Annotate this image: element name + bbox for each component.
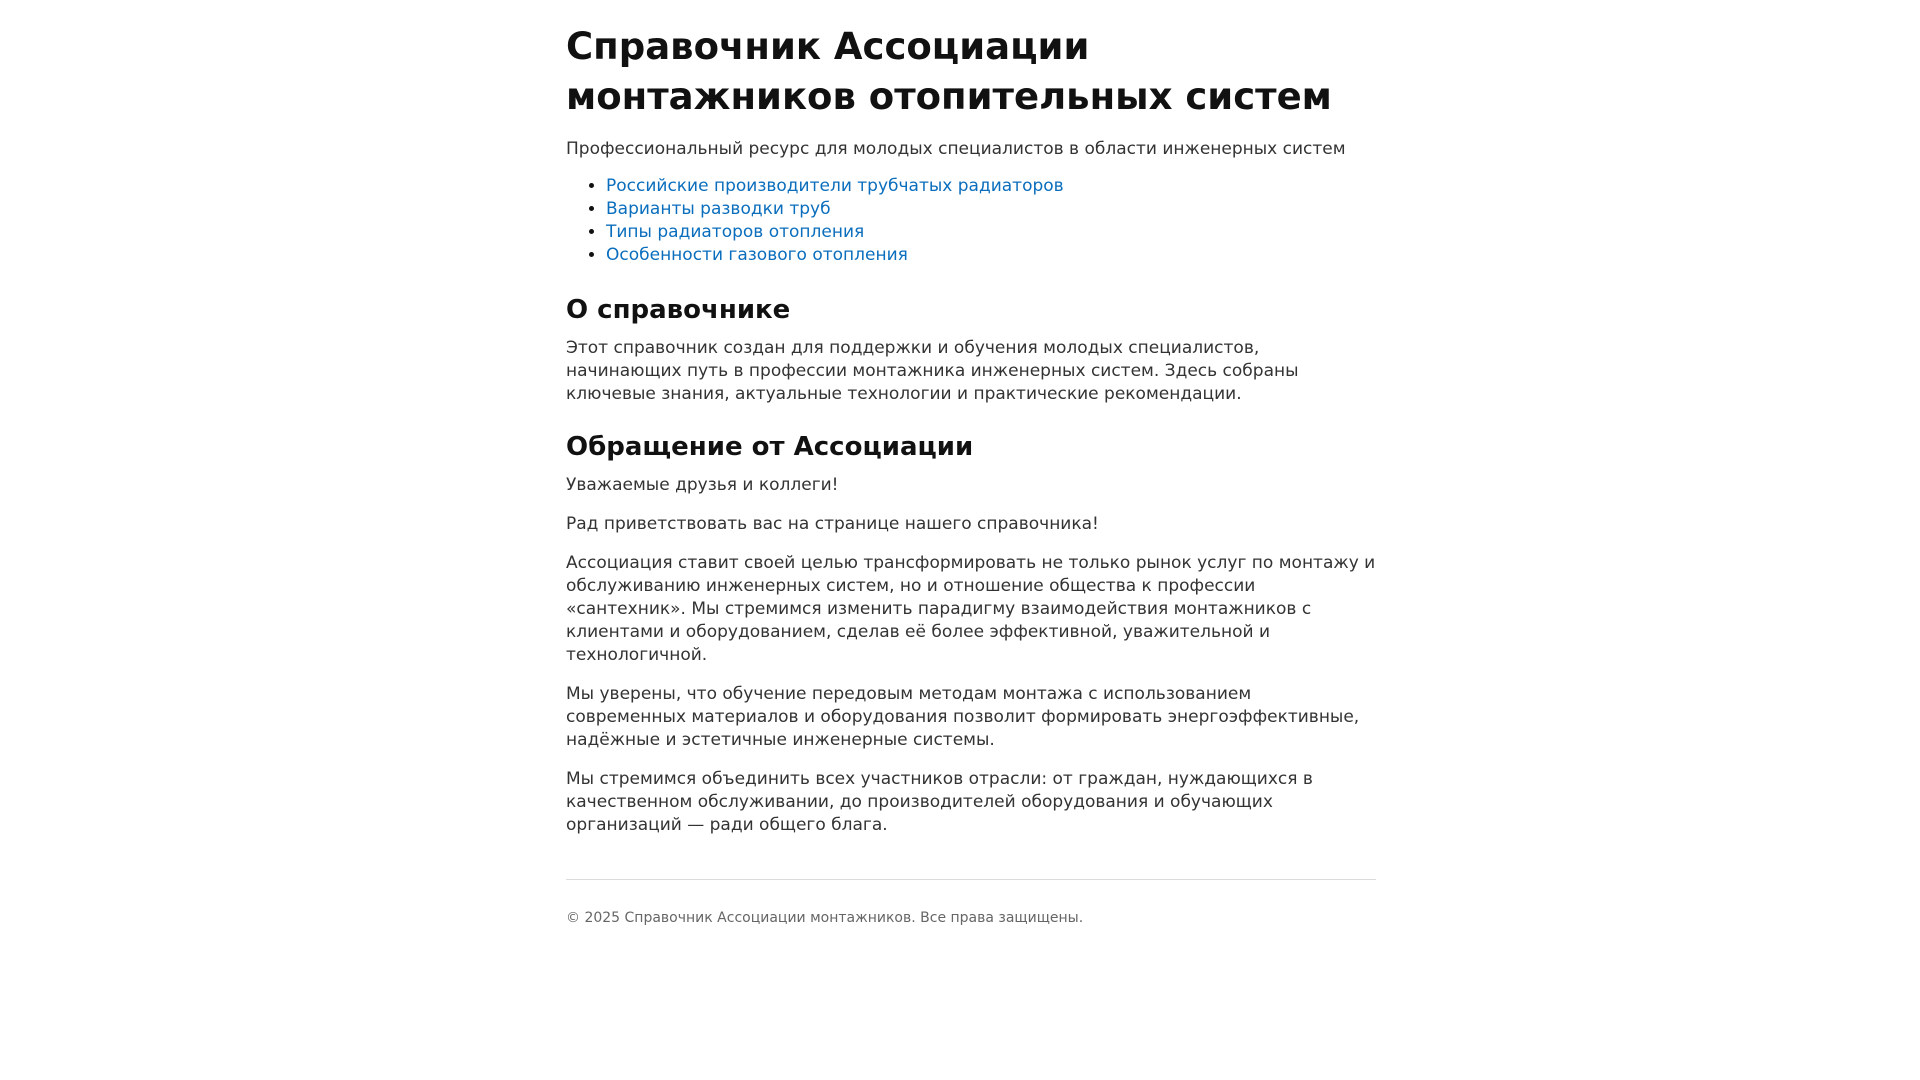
address-training-paragraph: Мы уверены, что обучение передовым методам монтажа с использованием современных материалов и оборудования позволит формировать энергоэффективные, надёжные и эстетичные инженерные системы. <box>566 684 1360 750</box>
list-item <box>606 175 1376 198</box>
address-welcome: Рад приветствовать вас на странице нашего справочника! <box>566 514 1099 534</box>
address-goal-paragraph: Ассоциация ставит своей целью трансформировать не только рынок услуг по монтажу и обслуживанию инженерных систем, но и отношение общества к профессии «сантехник». Мы стремимся изменить парадигму взаимодействия монтажников с клиентами и оборудованием, сделав её более эффективной, уважительной и технологичной. <box>566 553 1376 665</box>
footer-copyright: © 2025 Справочник Ассоциации монтажников. Все права защищены. <box>566 910 1084 926</box>
link-radiator-types[interactable]: Типы радиаторов отопления <box>606 222 865 242</box>
page-subtitle: Профессиональный ресурс для молодых специалистов в области инженерных систем <box>566 139 1346 159</box>
about-section <box>566 293 1376 406</box>
address-heading: Обращение от Ассоциации <box>566 432 974 462</box>
address-section <box>566 430 1376 837</box>
topic-links-list <box>566 175 1376 267</box>
address-greeting: Уважаемые друзья и коллеги! <box>566 475 839 495</box>
link-pipe-routing-options[interactable]: Варианты разводки труб <box>606 199 831 219</box>
link-gas-heating-features[interactable]: Особенности газового отопления <box>606 245 908 265</box>
page-container <box>566 22 1376 928</box>
address-unite-paragraph: Мы стремимся объединить всех участников отрасли: от граждан, нуждающихся в качественном обслуживании, до производителей оборудования и обучающих организаций — ради общего блага. <box>566 769 1313 835</box>
list-item <box>606 244 1376 267</box>
footer-divider <box>566 879 1376 880</box>
list-item <box>606 221 1376 244</box>
about-text: Этот справочник создан для поддержки и обучения молодых специалистов, начинающих путь в профессии монтажника инженерных систем. Здесь собраны ключевые знания, актуальные технологии и практические рекомендации. <box>566 338 1299 404</box>
link-tubular-radiator-manufacturers[interactable]: Российские производители трубчатых радиаторов <box>606 176 1064 196</box>
list-item <box>606 198 1376 221</box>
page-title: Справочник Ассоциации монтажников отопительных систем <box>566 25 1332 118</box>
about-heading: О справочнике <box>566 295 791 325</box>
